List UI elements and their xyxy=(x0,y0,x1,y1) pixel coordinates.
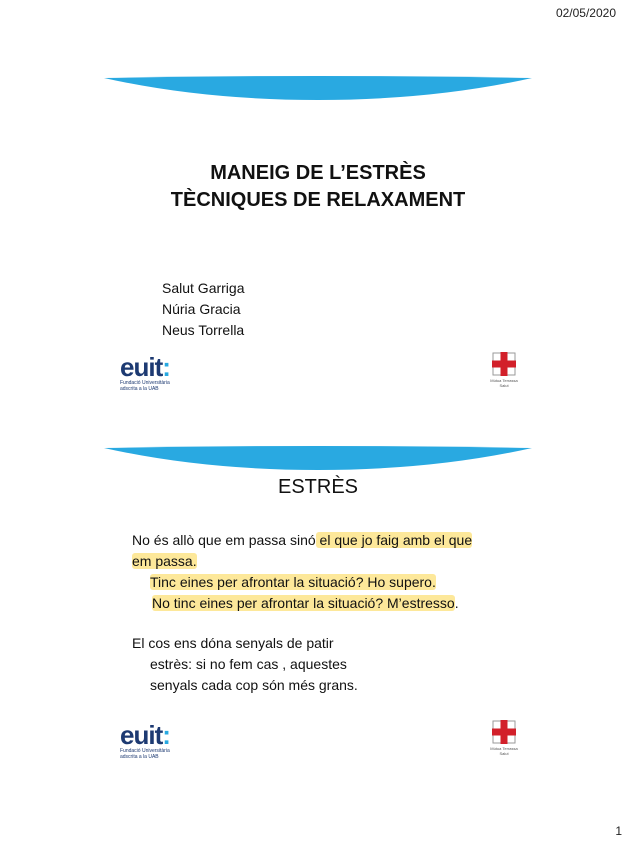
blue-swoosh-decoration xyxy=(104,76,532,102)
author-list xyxy=(162,278,244,341)
cross-caption: Mútua Terrassa xyxy=(490,746,518,751)
title-line-2: TÈCNIQUES DE RELAXAMENT xyxy=(170,189,466,211)
slide-heading: ESTRÈS xyxy=(277,476,359,498)
text-run: . xyxy=(454,595,459,611)
red-cross-logo xyxy=(484,350,524,394)
red-cross-icon xyxy=(490,350,518,378)
slide-body xyxy=(132,530,512,696)
euit-tagline: Fundació Universitària xyxy=(120,748,170,754)
slide-title xyxy=(104,76,532,396)
page-number: 1 xyxy=(615,824,622,838)
author-name: Núria Gracia xyxy=(162,301,241,317)
page-date: 02/05/2020 xyxy=(555,6,616,20)
text-run: senyals cada cop són més grans. xyxy=(150,677,358,693)
presentation-title xyxy=(104,160,532,214)
euit-tagline: Fundació Universitària xyxy=(120,380,170,386)
paragraph-stress-definition xyxy=(132,530,512,614)
text-run: El cos ens dóna senyals de patir xyxy=(132,635,334,651)
text-run: No és allò que em passa sinó xyxy=(132,532,316,548)
euit-logo-word: euit xyxy=(120,352,163,382)
euit-logo xyxy=(120,722,184,766)
author-name: Neus Torrella xyxy=(162,322,245,338)
slide-estres xyxy=(104,446,532,766)
text-run: estrès: si no fem cas , aquestes xyxy=(150,656,347,672)
euit-logo-colon: : xyxy=(162,720,170,750)
cross-caption: Salut xyxy=(499,751,509,756)
red-cross-icon xyxy=(490,718,518,746)
blue-swoosh-decoration xyxy=(104,446,532,472)
euit-logo-word: euit xyxy=(120,720,163,750)
red-cross-logo xyxy=(484,718,524,762)
title-line-1: MANEIG DE L’ESTRÈS xyxy=(210,162,426,184)
cross-caption: Salut xyxy=(499,383,509,388)
highlighted-text: No tinc eines per afrontar la situació? M’estresso xyxy=(152,595,455,611)
author-name: Salut Garriga xyxy=(162,280,245,296)
highlighted-text: Tinc eines per afrontar la situació? Ho supero. xyxy=(150,574,436,590)
paragraph-body-signals xyxy=(132,633,512,696)
euit-logo xyxy=(120,354,184,398)
euit-tagline: adscrita a la UAB xyxy=(120,386,159,392)
euit-logo-colon: : xyxy=(162,352,170,382)
highlighted-text: el que jo faig amb el que xyxy=(315,532,473,548)
cross-caption: Mútua Terrassa xyxy=(490,378,518,383)
euit-tagline: adscrita a la UAB xyxy=(120,754,159,760)
highlighted-text: em passa. xyxy=(132,553,197,569)
